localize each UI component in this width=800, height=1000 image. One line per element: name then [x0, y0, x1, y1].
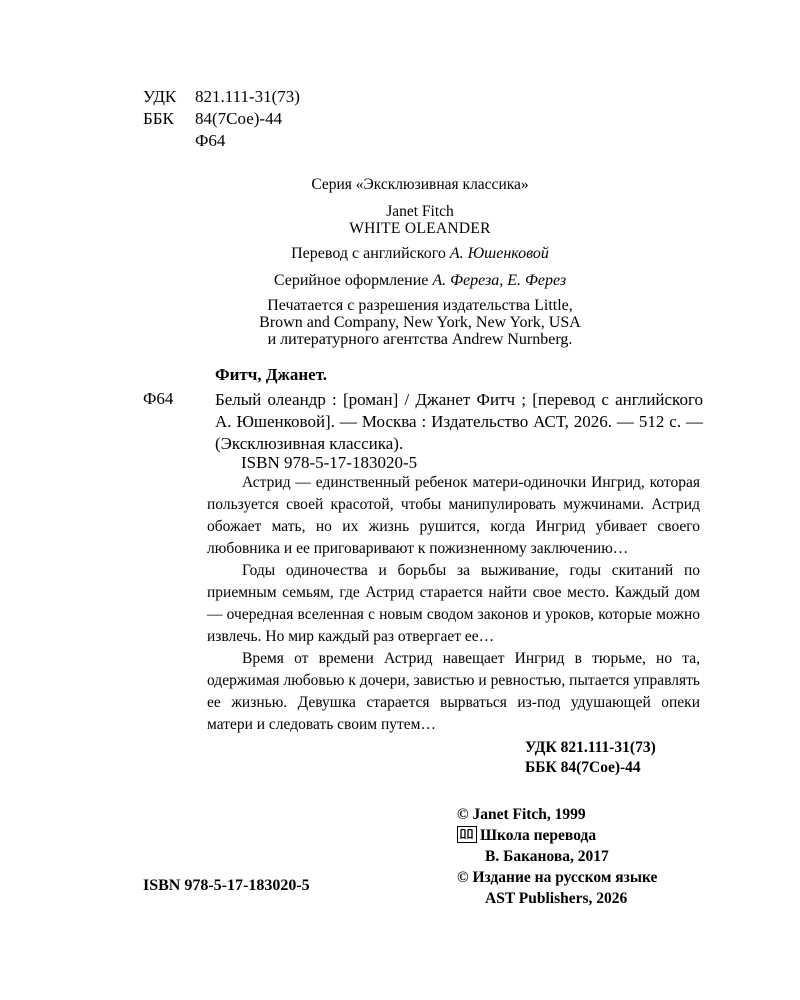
copyright-line-1: © Janet Fitch, 1999	[457, 806, 586, 823]
copyright-line-2: Школа перевода	[480, 827, 597, 844]
original-title: WHITE OLEANDER	[349, 220, 491, 237]
annotation-paragraph-3: Время от времени Астрид навещает Ингрид в тюрьме, но та, одержимая любовью к дочери, завистью и ревностью, пытается управлять ее жизнью. Девушка старается вырваться из-под удушающей опеки матери и следовать своим путем…	[207, 650, 700, 733]
copyright-line-3: В. Баканова, 2017	[485, 848, 609, 865]
bottom-bbk: ББК 84(7Сое)-44	[525, 759, 641, 776]
translation-prefix: Перевод с английского	[291, 245, 450, 262]
bibliographic-description: Белый олеандр : [роман] / Джанет Фитч ; [перевод с английского А. Юшенковой]. — Москва : Издательство АСТ, 2026. — 512 с. — (Эксклюзивная классика).	[215, 390, 703, 453]
udk-row	[143, 86, 300, 108]
bbk-value: 84(7Сое)-44	[195, 109, 283, 128]
annotation	[207, 472, 700, 736]
copyright-line-4: © Издание на русском языке	[457, 869, 658, 886]
school-of-translation-logo-icon	[457, 826, 477, 843]
series-line: Серия «Эксклюзивная классика»	[311, 176, 529, 193]
permission-line-2: Brown and Company, New York, New York, USA	[259, 314, 581, 331]
translator-name: А. Юшенковой	[449, 245, 549, 262]
annotation-paragraph-2: Годы одиночества и борьбы за выживание, годы скитаний по приемным семьям, где Астрид старается найти свое место. Каждый дом — очередная вселенная с новым сводом законов и уроков, которые можно извлечь. Но мир каждый раз отвергает ее…	[207, 562, 700, 645]
classification-block	[143, 86, 300, 152]
copyright-line-5: AST Publishers, 2026	[485, 890, 628, 907]
design-line	[160, 272, 680, 290]
bibliographic-isbn: ISBN 978-5-17-183020-5	[241, 453, 418, 472]
bbk-row	[143, 108, 300, 130]
author-heading: Фитч, Джанет.	[215, 365, 328, 384]
udk-value: 821.111-31(73)	[195, 87, 300, 106]
isbn-bottom: ISBN 978-5-17-183020-5	[143, 877, 310, 894]
udk-label: УДК	[143, 87, 177, 106]
bbk-label: ББК	[143, 109, 174, 128]
permission-line-3: и литературного агентства Andrew Nurnberg.	[267, 331, 573, 348]
permission-line-1: Печатается с разрешения издательства Little,	[267, 297, 573, 314]
copyright-line-2-row	[457, 825, 657, 846]
design-prefix: Серийное оформление	[273, 272, 433, 289]
designer-names: А. Фереза, Е. Ферез	[432, 272, 567, 289]
translation-line	[160, 245, 680, 263]
author-code: Ф64	[195, 131, 226, 150]
bibliographic-code: Ф64	[143, 389, 174, 408]
bottom-udk: УДК 821.111-31(73)	[525, 739, 656, 756]
original-author: Janet Fitch	[386, 203, 454, 220]
annotation-paragraph-1: Астрид — единственный ребенок матери-одиночки Ингрид, которая пользуется своей красотой, чтобы манипулировать мужчинами. Астрид обожает мать, но их жизнь рушится, когда Ингрид убивает своего любовника и ее приговаривают к пожизненному заключению…	[207, 474, 700, 557]
author-code-row	[143, 130, 300, 152]
bottom-codes	[525, 738, 656, 778]
copyright-block	[457, 804, 657, 909]
